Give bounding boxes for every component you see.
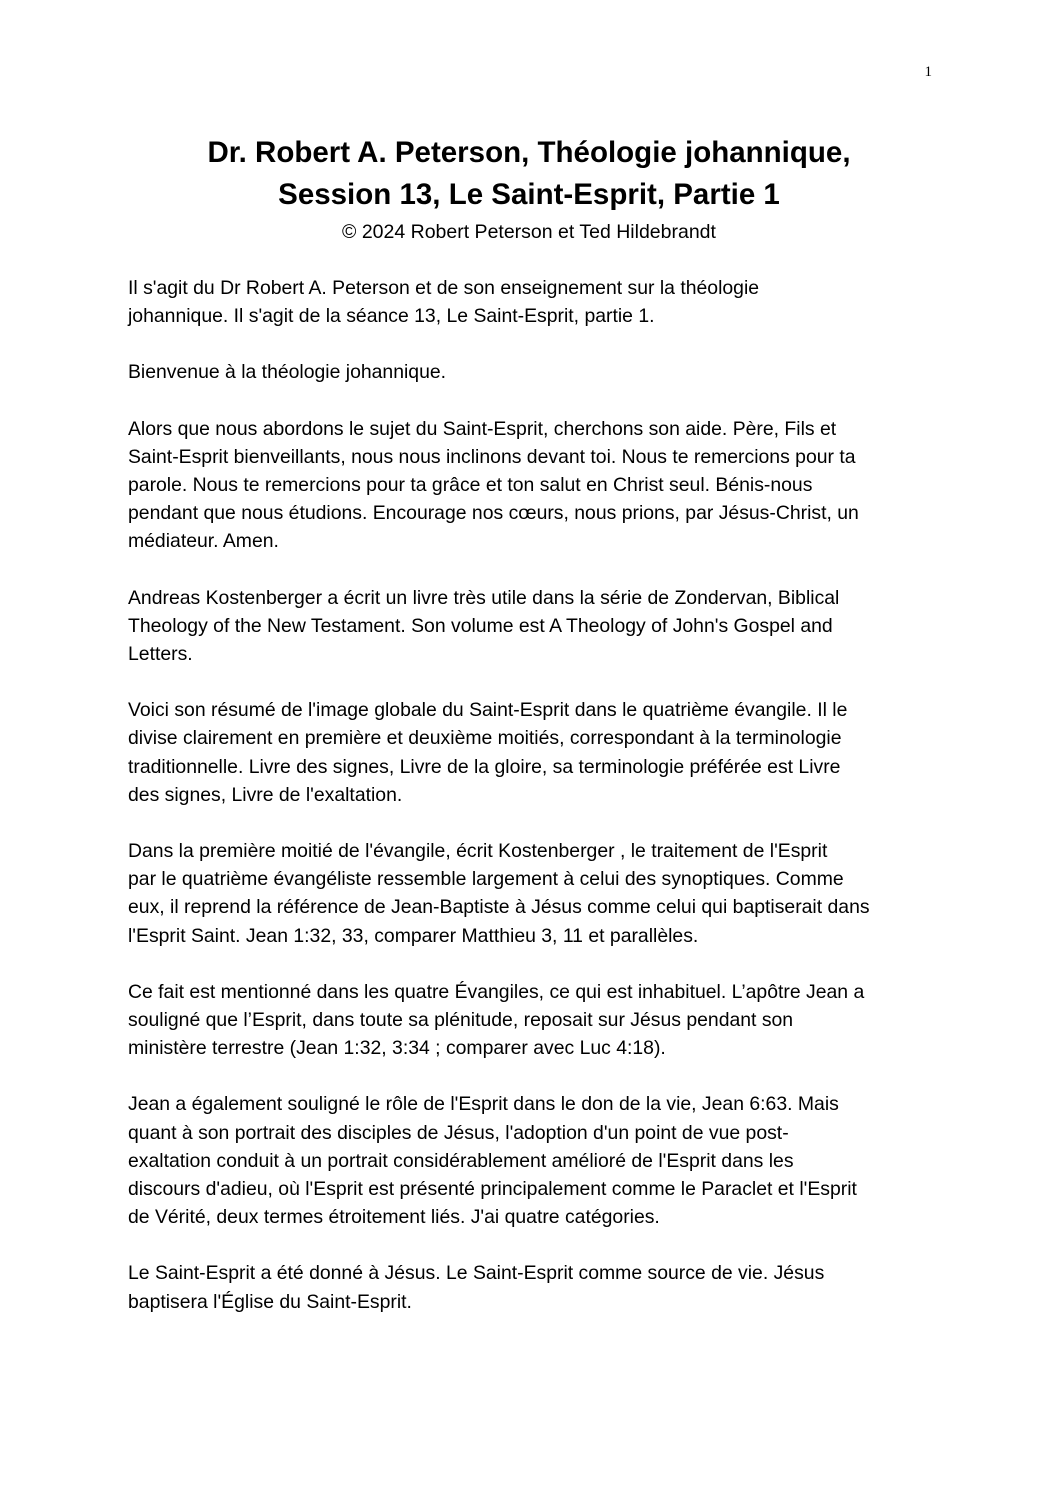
paragraph-line: pendant que nous étudions. Encourage nos cœurs, nous prions, par Jésus-Christ, un (128, 502, 859, 525)
paragraph-line: exaltation conduit à un portrait considérablement amélioré de l'Esprit dans les (128, 1149, 794, 1172)
paragraph-line: de Vérité, deux termes étroitement liés. J'ai quatre catégories. (128, 1206, 660, 1229)
paragraph (128, 978, 938, 1063)
paragraph-line: l'Esprit Saint. Jean 1:32, 33, comparer Matthieu 3, 11 et parallèles. (128, 924, 699, 947)
paragraph-line: Il s'agit du Dr Robert A. Peterson et de son enseignement sur la théologie (128, 277, 760, 299)
paragraph-line: Jean a également souligné le rôle de l'Esprit dans le don de la vie, Jean 6:63. Mais (128, 1093, 839, 1116)
paragraph-line: Letters. (128, 643, 193, 666)
paragraph-line: des signes, Livre de l'exaltation. (128, 783, 403, 806)
paragraph (128, 696, 938, 809)
paragraph-line: Alors que nous abordons le sujet du Saint-Esprit, cherchons son aide. Père, Fils et (128, 417, 837, 440)
paragraph-line: souligné que l’Esprit, dans toute sa plénitude, reposait sur Jésus pendant son (128, 1009, 794, 1032)
paragraph-line: johannique. Il s'agit de la séance 13, Le Saint-Esprit, partie 1. (128, 305, 655, 328)
document-title (128, 132, 930, 216)
paragraph-line: discours d'adieu, où l'Esprit est présenté principalement comme le Paraclet et l'Esprit (128, 1178, 857, 1201)
paragraph (128, 584, 938, 669)
paragraph-line: Saint-Esprit bienveillants, nous nous inclinons devant toi. Nous te remercions pour ta (128, 445, 856, 468)
paragraph-line: divise clairement en première et deuxième moitiés, correspondant à la terminologie (128, 727, 842, 750)
paragraph-line: Andreas Kostenberger a écrit un livre très utile dans la série de Zondervan, Biblical (128, 586, 840, 609)
document-body (128, 274, 938, 1344)
paragraph-line: Le Saint-Esprit a été donné à Jésus. Le Saint-Esprit comme source de vie. Jésus (128, 1262, 825, 1285)
page-number: 1 (924, 64, 932, 80)
paragraph-line: Bienvenue à la théologie johannique. (128, 361, 447, 384)
paragraph (128, 837, 938, 950)
copyright-line: © 2024 Robert Peterson et Ted Hildebrandt (342, 221, 716, 243)
paragraph-line: par le quatrième évangéliste ressemble largement à celui des synoptiques. Comme (128, 868, 844, 891)
paragraph-line: Dans la première moitié de l'évangile, écrit Kostenberger , le traitement de l'Esprit (128, 840, 828, 863)
paragraph-line: médiateur. Amen. (128, 530, 279, 553)
paragraph (128, 1090, 938, 1231)
paragraph (128, 415, 938, 556)
title-line-1: Dr. Robert A. Peterson, Théologie johannique, (207, 136, 851, 169)
paragraph (128, 358, 938, 386)
paragraph (128, 1259, 938, 1315)
paragraph-line: Ce fait est mentionné dans les quatre Évangiles, ce qui est inhabituel. L’apôtre Jean a (128, 980, 865, 1003)
paragraph-line: eux, il reprend la référence de Jean-Baptiste à Jésus comme celui qui baptiserait dans (128, 896, 870, 919)
paragraph-line: traditionnelle. Livre des signes, Livre de la gloire, sa terminologie préférée est Livre (128, 755, 841, 778)
paragraph-line: quant à son portrait des disciples de Jésus, l'adoption d'un point de vue post- (128, 1121, 789, 1144)
title-line-2: Session 13, Le Saint-Esprit, Partie 1 (278, 178, 780, 211)
paragraph-line: parole. Nous te remercions pour ta grâce et ton salut en Christ seul. Bénis-nous (128, 474, 813, 497)
paragraph-line: Theology of the New Testament. Son volume est A Theology of John's Gospel and (128, 614, 833, 637)
paragraph-line: Voici son résumé de l'image globale du Saint-Esprit dans le quatrième évangile. Il le (128, 699, 848, 722)
paragraph-line: ministère terrestre (Jean 1:32, 3:34 ; comparer avec Luc 4:18). (128, 1037, 666, 1060)
paragraph (128, 274, 938, 330)
paragraph-line: baptisera l'Église du Saint-Esprit. (128, 1290, 412, 1313)
